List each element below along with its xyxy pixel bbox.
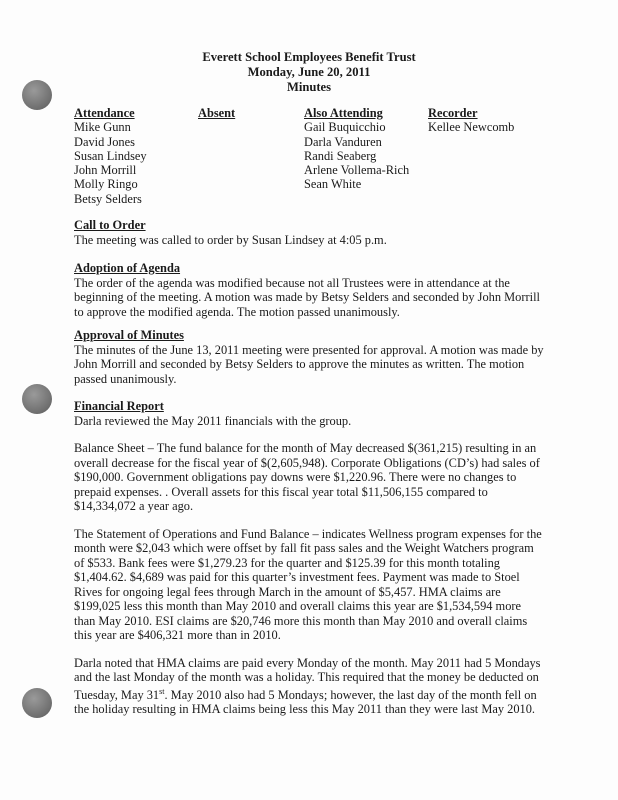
org-title: Everett School Employees Benefit Trust [202, 50, 416, 64]
adoption-of-agenda-section [74, 261, 544, 319]
attendance-column [74, 106, 147, 206]
section-title: Financial Report [74, 399, 164, 413]
financial-intro: Darla reviewed the May 2011 financials with the group. [74, 413, 352, 428]
punch-hole-middle [22, 384, 52, 414]
hma-claims-paragraph [74, 656, 544, 717]
section-text: The order of the agenda was modified because not all Trustees were in attendance at the beginning of the meeting. A motion was made by Betsy Selders and seconded by John Morrill to approve the modified agenda. The motion passed unanimously. [74, 275, 540, 319]
financial-report-section [74, 399, 544, 717]
doc-type: Minutes [286, 80, 332, 94]
absent-column [198, 106, 235, 120]
call-to-order-section [74, 218, 544, 247]
guest-name: Arlene Vollema-Rich [304, 163, 410, 178]
recorder-name: Kellee Newcomb [428, 120, 515, 135]
attendee-name: Mike Gunn [74, 120, 131, 135]
guest-name: Gail Buquicchio [304, 120, 386, 135]
attendee-name: Betsy Selders [74, 191, 142, 206]
guest-name: Darla Vanduren [304, 134, 382, 149]
section-title: Call to Order [74, 218, 146, 232]
meeting-date: Monday, June 20, 2011 [247, 65, 371, 79]
punch-hole-bottom [22, 688, 52, 718]
guest-name: Sean White [304, 177, 362, 192]
attendee-name: John Morrill [74, 163, 137, 178]
also-attending-column [304, 106, 409, 192]
section-text: The minutes of the June 13, 2011 meeting were presented for approval. A motion was made by John Morrill and seconded by Betsy Selders to approve the minutes as written. The motion passed unanimously. [74, 342, 544, 386]
hma-claims-text-part2: . May 2010 also had 5 Mondays; however, the last day of the month fell on the holiday resulting in HMA claims being less this May 2011 than they were last May 2010. [74, 687, 537, 717]
ordinal-suffix: st [159, 686, 165, 696]
guest-name: Randi Seaberg [304, 148, 377, 163]
recorder-column [428, 106, 514, 135]
hma-claims-text-part1: Darla noted that HMA claims are paid every Monday of the month. May 2011 had 5 Mondays and the last Monday of the month was a holiday. This required that the money be deducted on Tuesday, May 31 [74, 655, 541, 702]
approval-of-minutes-section [74, 328, 544, 386]
document-header [0, 50, 618, 95]
recorder-heading: Recorder [428, 106, 478, 120]
attendee-name: Molly Ringo [74, 177, 138, 192]
statement-of-operations-paragraph: The Statement of Operations and Fund Balance – indicates Wellness program expenses for the month were $2,043 which were offset by fall fit pass sales and the Weight Watchers program of $533. Bank fees were $1,279.23 for the quarter and $125.39 for this month totaling $1,404.62. $4,689 was paid for this quarter’s investment fees. Payment was made to Stoel Rives for ongoing legal fees through March in the amount of $5,457. HMA claims are $199,025 less this month than May 2010 and overall claims this year are $1,534,594 more than May 2010. ESI claims are $20,746 more this month than May 2010 and overall claims this year are $406,321 more than in 2010. [74, 526, 542, 642]
section-title: Approval of Minutes [74, 328, 184, 342]
also-attending-heading: Also Attending [304, 106, 383, 120]
attendee-name: Susan Lindsey [74, 148, 147, 163]
section-title: Adoption of Agenda [74, 261, 181, 275]
attendance-heading: Attendance [74, 106, 135, 120]
balance-sheet-paragraph: Balance Sheet – The fund balance for the month of May decreased $(361,215) resulting in an overall decrease for the fiscal year of $(2,605,948). Corporate Obligations (CD’s) had sales of $190,000. Government obligations pay downs were $1,220.96. There were no changes to prepaid expenses. . Overall assets for this fiscal year total $11,506,155 compared to $14,334,072 a year ago. [74, 441, 540, 513]
absent-heading: Absent [198, 106, 236, 120]
attendee-name: David Jones [74, 134, 135, 149]
section-text: The meeting was called to order by Susan Lindsey at 4:05 p.m. [74, 232, 387, 247]
